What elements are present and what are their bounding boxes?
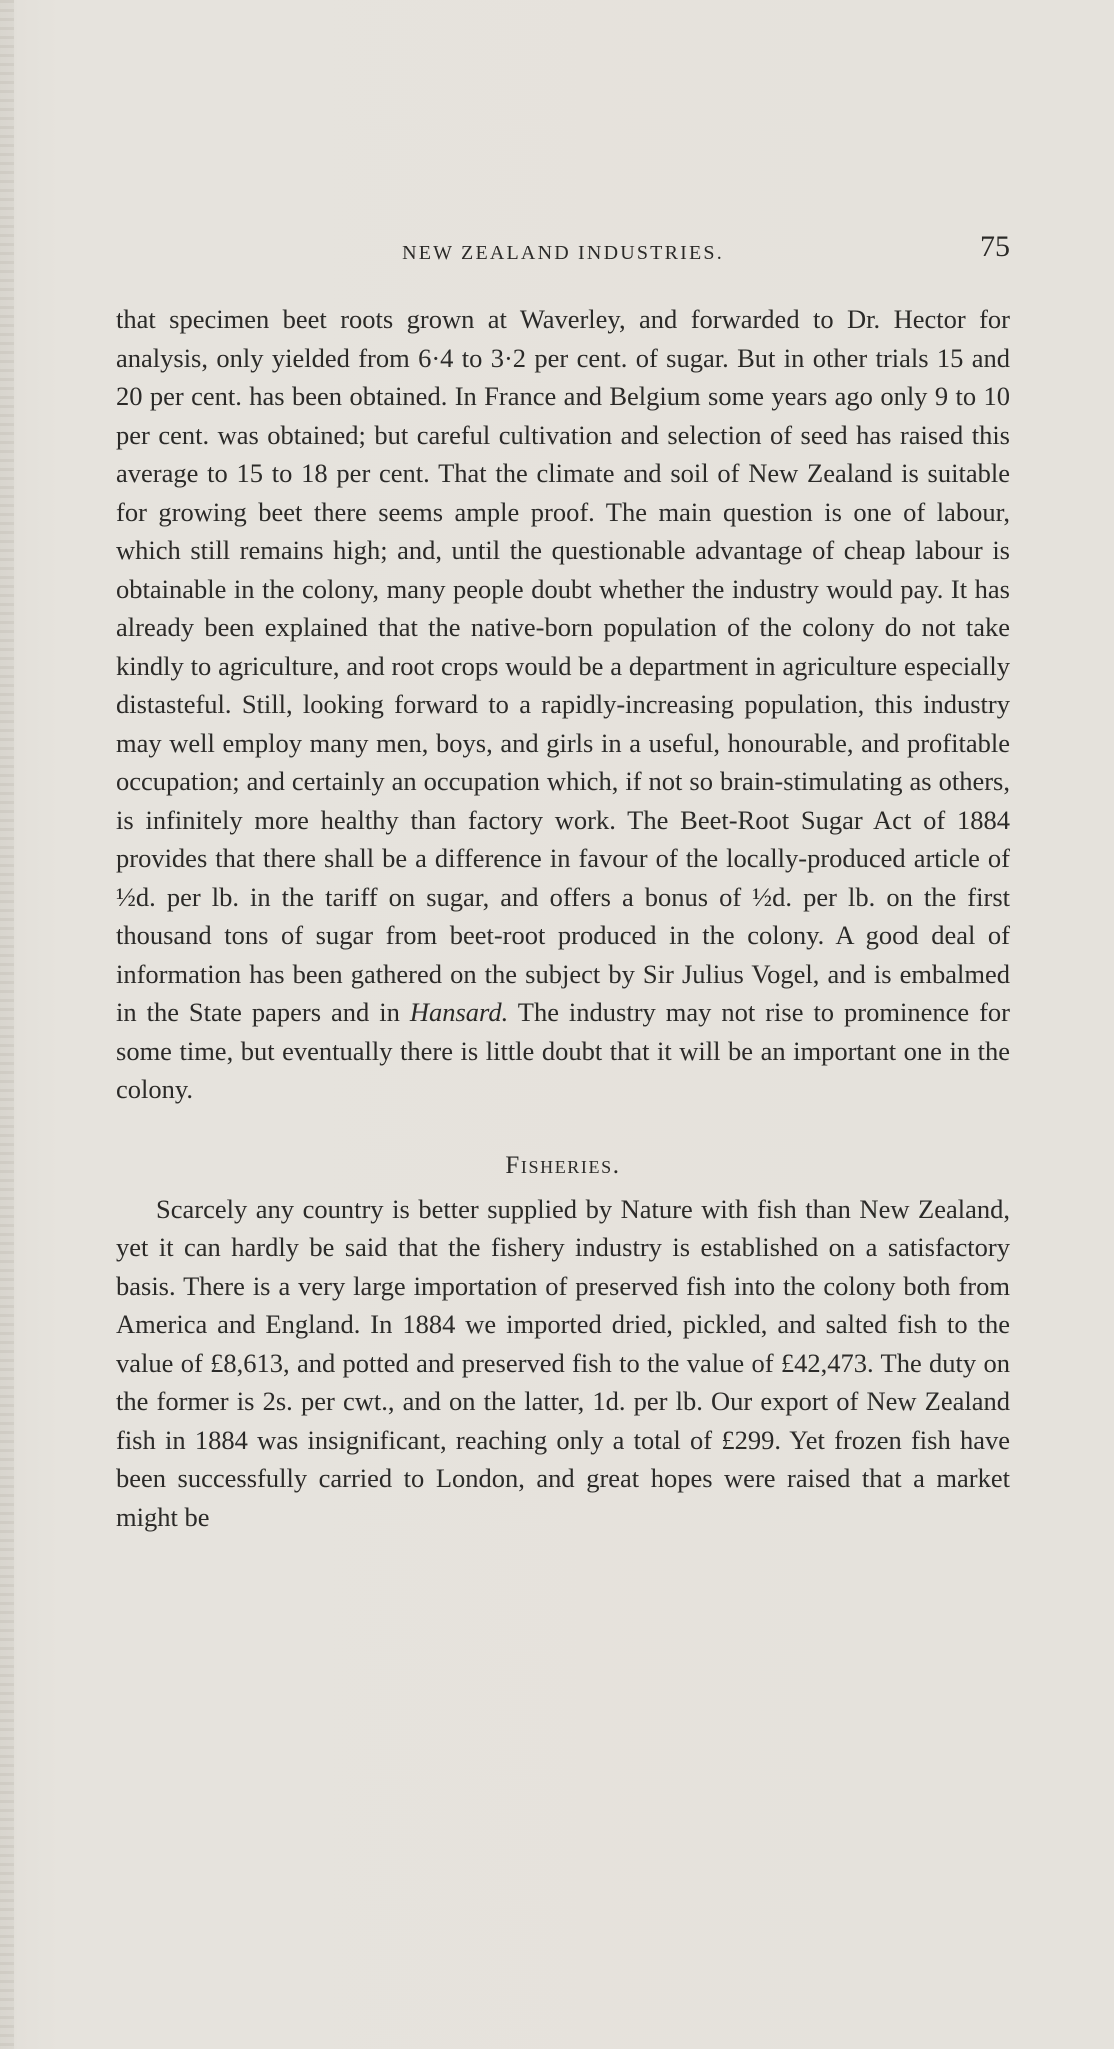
paragraph-fisheries: Scarcely any country is better supplied by Nature with fish than New Zealand, yet it can hardly be said that the fishery industry is established on a satisfactory basis. There is a very large importation of preserved fish into the colony both from America and England. In 1884 we imported dried, pickled, and salted fish to the value of £8,613, and potted and preserved fish to the value of £42,473. The duty on the former is 2s. per cwt., and on the latter, 1d. per lb. Our export of New Zealand fish in 1884 was insignificant, reaching only a total of £299. Yet frozen fish have been successfully carried to London, and great hopes were raised that a market might be bbox=[116, 1193, 1010, 1532]
page-number: 75 bbox=[980, 230, 1010, 263]
section-heading-fisheries: Fisheries. bbox=[505, 1151, 621, 1179]
page-binding-edge bbox=[0, 0, 14, 2049]
paragraph-text: that specimen beet roots grown at Waverley, and forwarded to Dr. Hector for analysis, only yielded from 6·4 to 3·2 per cent. of sugar. But in other trials 15 and 20 per cent. has been obtained. In France and Belgium some years ago only 9 to 10 per cent. was obtained; but careful cultivation and selection of seed has raised this average to 15 to 18 per cent. That the climate and soil of New Zealand is suitable for growing beet there seems ample proof. The main question is one of labour, which still remains high; and, until the questionable advantage of cheap labour is obtainable in the colony, many people doubt whether the industry would pay. It has already been explained that the native-born population of the colony do not take kindly to agriculture, and root crops would be a department in agriculture especially distasteful. Still, looking forward to a rapidly-increasing population, this industry may well employ many men, boys, and girls in a useful, honourable, and profitable occupation; and certainly an occupation which, if not so brain-stimulating as others, is infinitely more healthy than factory work. The Beet-Root Sugar Act of 1884 provides that there shall be a difference in favour of the locally-produced article of ½d. per lb. in the tariff on sugar, and offers a bonus of ½d. per lb. on the first thousand tons of sugar from beet-root produced in the colony. A good deal of information has been gathered on the subject by Sir Julius Vogel, and is embalmed in the State papers and in bbox=[116, 304, 1010, 1027]
paragraph-beet-sugar bbox=[116, 300, 1010, 1109]
paragraph-text-end: The industry may not rise to prominence for some time, but eventually there is little doubt that it will be an important one in the colony. bbox=[116, 997, 1010, 1104]
running-head: NEW ZEALAND INDUSTRIES. bbox=[402, 242, 724, 264]
body-text bbox=[116, 300, 1010, 1536]
italic-hansard: Hansard. bbox=[409, 997, 509, 1027]
page-header bbox=[116, 230, 1010, 270]
